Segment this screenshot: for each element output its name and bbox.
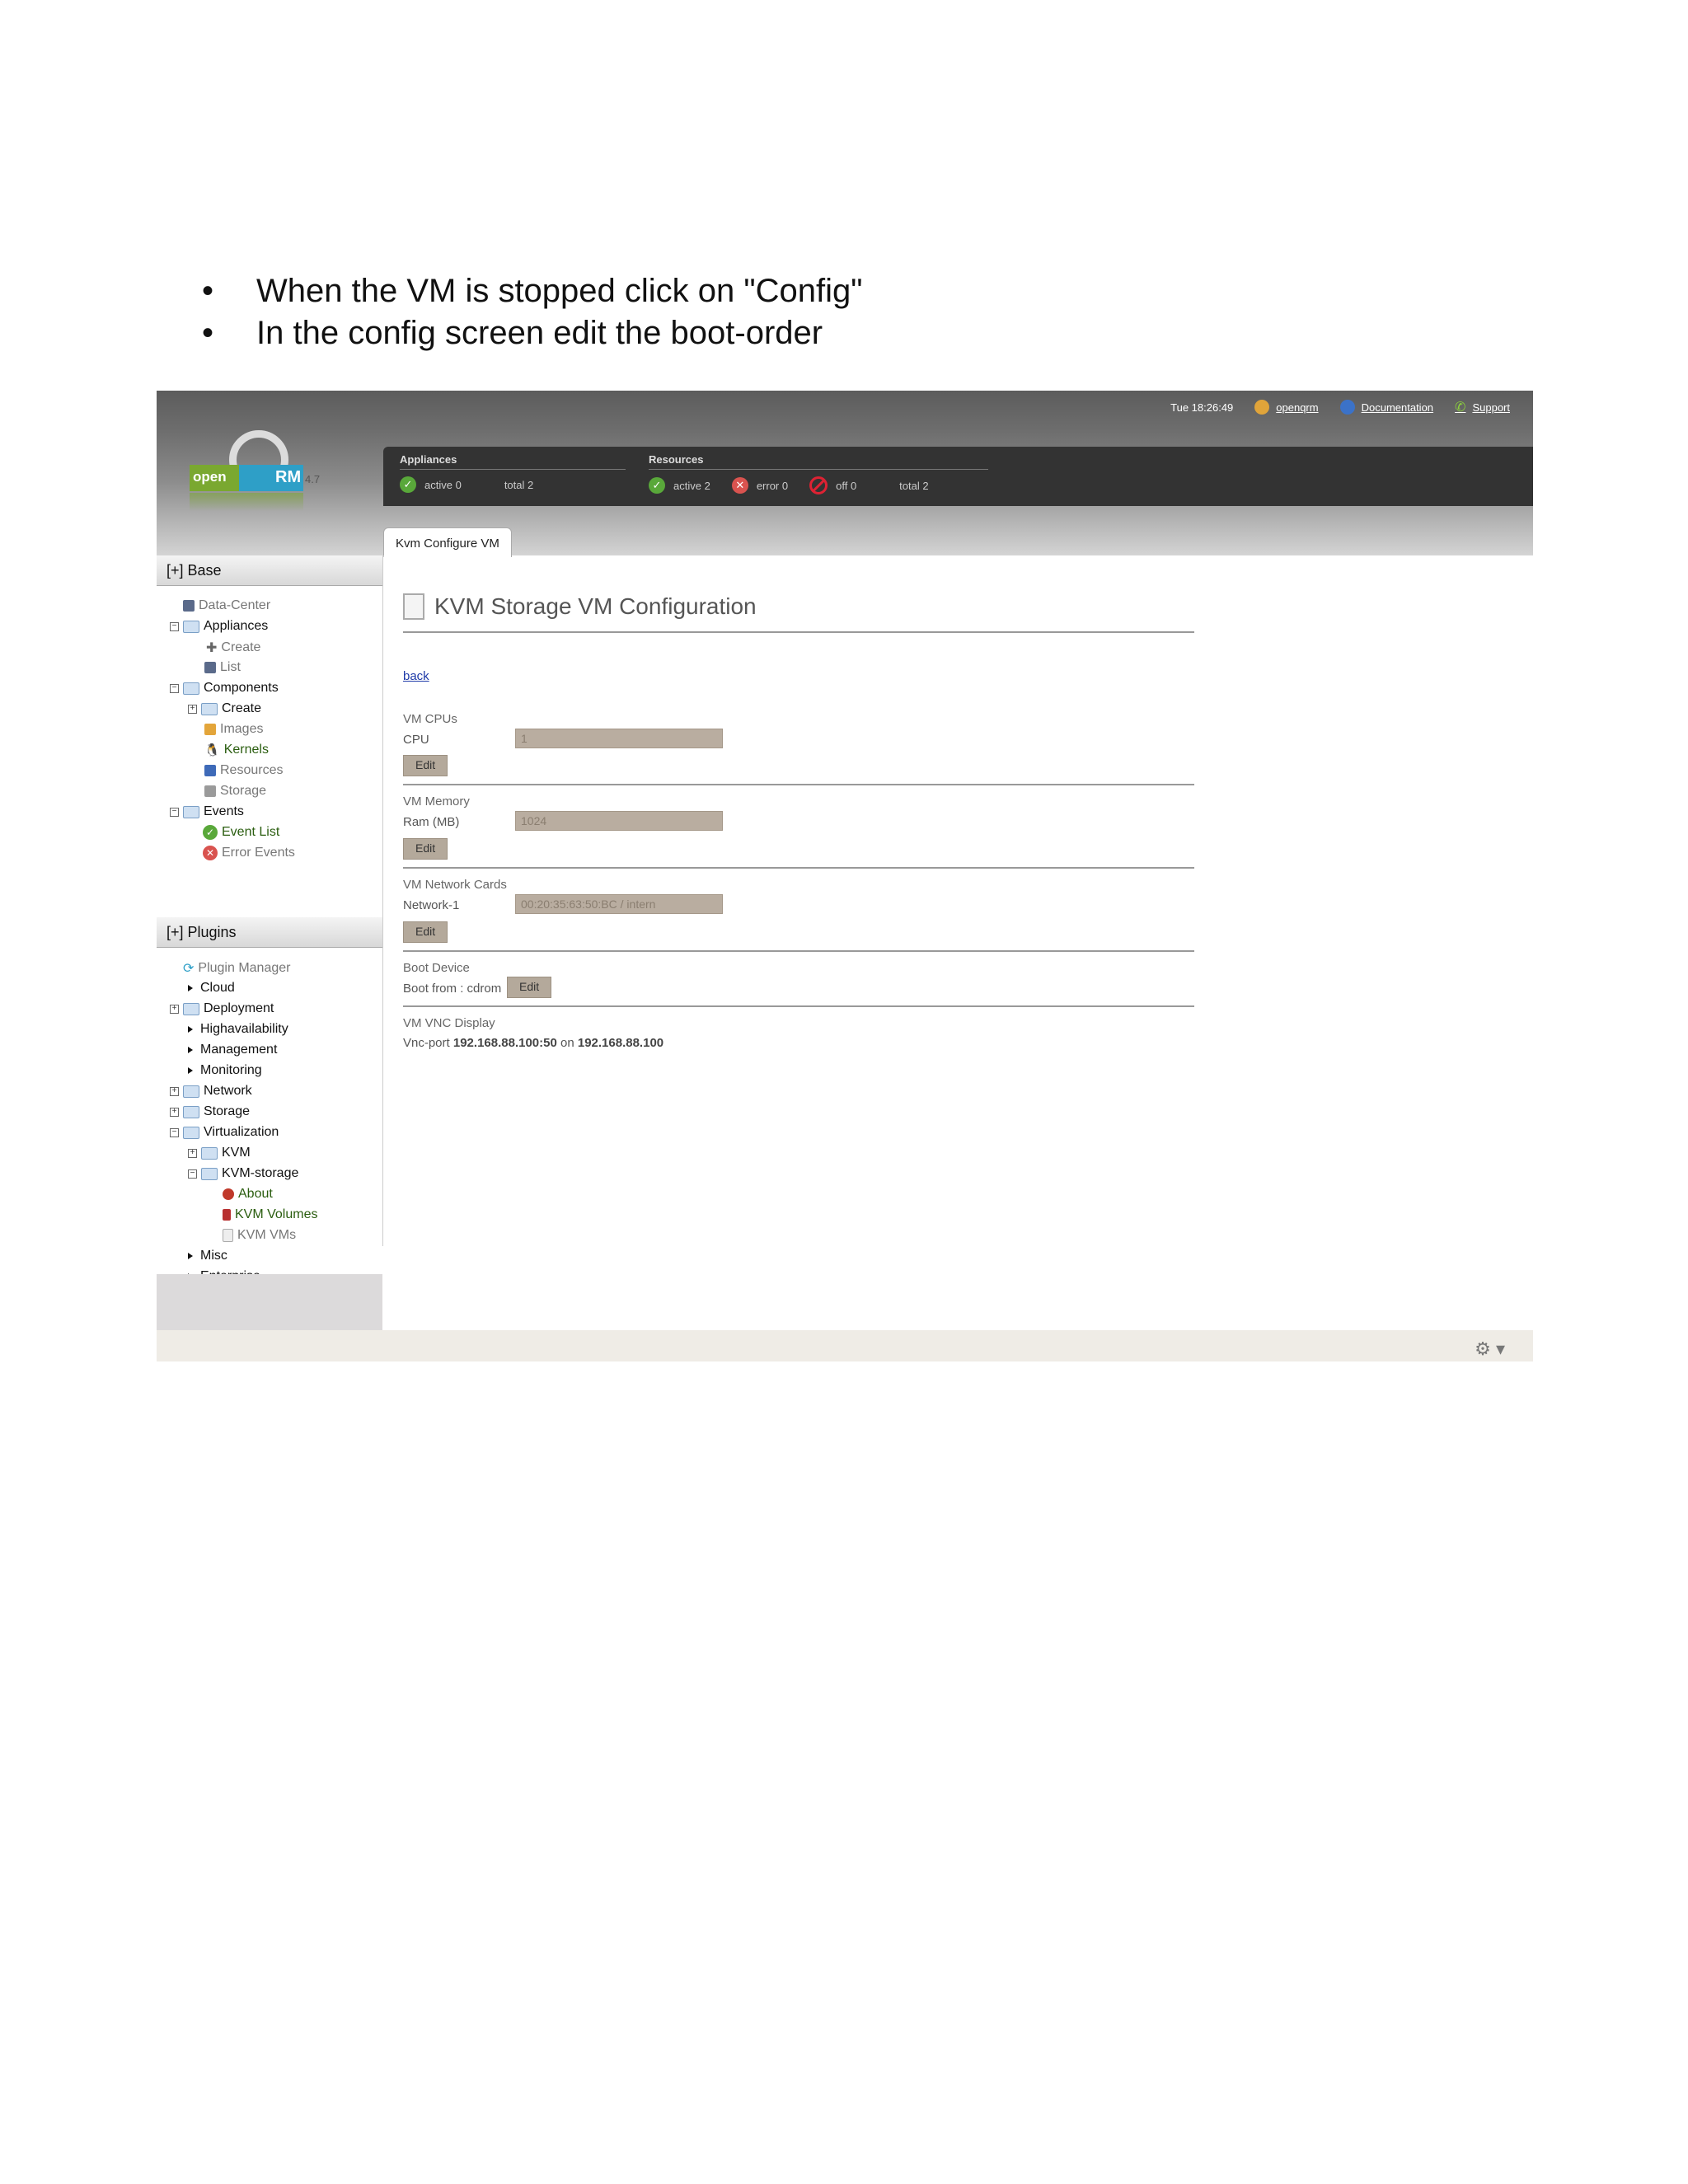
user-link[interactable] — [1254, 400, 1318, 415]
boot-section-title: Boot Device — [403, 961, 470, 975]
documentation-link[interactable] — [1340, 400, 1433, 415]
back-link[interactable]: back — [403, 669, 429, 683]
check-icon: ✓ — [649, 477, 665, 494]
images-icon — [204, 724, 216, 735]
ram-label: Ram (MB) — [403, 815, 460, 829]
clock: Tue 18:26:49 — [1170, 401, 1234, 414]
memory-edit-button[interactable]: Edit — [403, 838, 448, 860]
folder-icon — [183, 806, 199, 818]
folder-icon — [201, 1147, 218, 1160]
folder-icon — [183, 1085, 199, 1098]
resources-error: error 0 — [756, 479, 789, 492]
sidebar-item-cloud[interactable]: Cloud — [188, 981, 235, 996]
sidebar-item-deployment[interactable]: + Deployment — [170, 1001, 274, 1016]
sidebar-item-kvm-volumes[interactable]: KVM Volumes — [223, 1207, 317, 1222]
resources-status — [649, 447, 988, 494]
app-screenshot — [157, 391, 1533, 1361]
page-title — [403, 593, 757, 620]
user-link-label: openqrm — [1276, 401, 1319, 414]
logo-version: 4.7 — [305, 473, 321, 485]
error-icon: ✕ — [732, 477, 748, 494]
plus-icon: ✚ — [206, 641, 218, 655]
expand-arrow-icon — [188, 1253, 193, 1259]
logo-rm: RM — [275, 468, 302, 486]
sidebar-item-kvm[interactable]: + KVM — [188, 1146, 251, 1160]
folder-icon — [183, 1106, 199, 1118]
list-icon — [204, 662, 216, 673]
sidebar-item-kvm-vms[interactable]: KVM VMs — [223, 1228, 296, 1243]
folder-icon — [183, 682, 199, 695]
folder-icon — [201, 703, 218, 715]
divider — [403, 631, 1194, 633]
monitor-icon — [204, 765, 216, 776]
sidebar-item-appliances-list[interactable]: List — [204, 660, 241, 675]
sidebar-item-data-center[interactable]: Data-Center — [183, 598, 270, 613]
vm-doc-icon — [223, 1229, 233, 1242]
footer-bar — [157, 1330, 1533, 1361]
top-links — [1170, 399, 1510, 415]
divider — [403, 784, 1194, 785]
sidebar — [157, 555, 382, 1361]
boot-edit-button[interactable]: Edit — [507, 977, 551, 998]
sidebar-item-plugin-manager[interactable]: ⟳ Plugin Manager — [183, 961, 291, 976]
error-icon: ✕ — [203, 846, 218, 860]
user-icon — [1254, 400, 1269, 415]
vnc-section-title: VM VNC Display — [403, 1016, 495, 1030]
support-link[interactable] — [1455, 399, 1510, 415]
cpus-section-title: VM CPUs — [403, 712, 457, 726]
penguin-icon: 🐧 — [204, 743, 220, 757]
doc-bullet: • When the VM is stopped click on "Config" — [202, 270, 862, 312]
doc-bullet: • In the config screen edit the boot-order — [202, 312, 862, 354]
ram-input[interactable] — [515, 811, 723, 831]
vnc-on: on — [560, 1036, 574, 1050]
check-icon: ✓ — [400, 476, 416, 493]
sidebar-item-kvm-storage[interactable]: − KVM-storage — [188, 1166, 298, 1181]
logo-open: open — [190, 465, 239, 491]
resources-active: active 2 — [673, 479, 710, 492]
divider — [403, 950, 1194, 952]
sidebar-item-monitoring[interactable]: Monitoring — [188, 1063, 262, 1078]
divider — [403, 1005, 1194, 1007]
sidebar-item-kernels[interactable]: 🐧 Kernels — [204, 743, 269, 757]
documentation-link-label: Documentation — [1361, 401, 1434, 414]
resources-total: total 2 — [899, 479, 929, 492]
appliances-active: active 0 — [424, 478, 462, 491]
appliances-total: total 2 — [504, 478, 534, 491]
vnc-port-line — [403, 1036, 663, 1050]
divider — [403, 867, 1194, 869]
base-header[interactable]: [+] Base — [157, 555, 382, 586]
cpu-input[interactable] — [515, 729, 723, 748]
off-icon — [809, 476, 828, 494]
main-content — [383, 557, 1533, 1332]
vnc-prefix: Vnc-port — [403, 1036, 450, 1050]
sidebar-item-images[interactable]: Images — [204, 722, 263, 737]
document-bullet-list — [202, 270, 862, 354]
boot-from-label: Boot from : cdrom — [403, 982, 502, 996]
check-icon: ✓ — [203, 825, 218, 840]
tab-kvm-configure-vm[interactable]: Kvm Configure VM — [383, 527, 512, 558]
datacenter-icon — [183, 600, 195, 612]
base-tree — [157, 586, 382, 883]
phone-icon: ✆ — [1455, 401, 1466, 415]
appliances-title: Appliances — [400, 447, 626, 470]
expand-arrow-icon — [188, 985, 193, 991]
page-title-text: KVM Storage VM Configuration — [434, 593, 757, 619]
resources-off: off 0 — [836, 479, 857, 492]
help-icon — [1340, 400, 1355, 415]
sidebar-item-virtualization[interactable]: − Virtualization — [170, 1125, 279, 1140]
status-bar — [383, 447, 1533, 506]
document-icon — [403, 593, 424, 620]
cpu-label: CPU — [403, 733, 429, 747]
plugins-header[interactable]: [+] Plugins — [157, 917, 382, 948]
about-icon — [223, 1188, 234, 1200]
gear-icon[interactable]: ⚙ ▾ — [1475, 1338, 1505, 1359]
sidebar-item-events[interactable]: − Events — [170, 804, 244, 819]
plugin-manager-icon: ⟳ — [183, 962, 195, 976]
appliances-status — [400, 447, 626, 493]
sidebar-item-highavailability[interactable]: Highavailability — [188, 1022, 288, 1037]
network-1-label: Network-1 — [403, 898, 460, 912]
network-section-title: VM Network Cards — [403, 878, 507, 892]
sidebar-item-components-create[interactable]: + Create — [188, 701, 261, 716]
storage-icon — [204, 785, 216, 797]
sidebar-item-about[interactable]: About — [223, 1187, 273, 1202]
expand-arrow-icon — [188, 1047, 193, 1053]
sidebar-item-network[interactable]: + Network — [170, 1084, 252, 1099]
sidebar-item-error-events[interactable]: ✕ Error Events — [203, 846, 295, 860]
expand-arrow-icon — [188, 1026, 193, 1033]
sidebar-item-components[interactable]: − Components — [170, 681, 279, 696]
folder-icon — [183, 1003, 199, 1015]
sidebar-item-management[interactable]: Management — [188, 1043, 277, 1057]
sidebar-item-event-list[interactable]: ✓ Event List — [203, 825, 279, 840]
logo-reflection — [190, 493, 303, 511]
cpu-edit-button[interactable]: Edit — [403, 755, 448, 776]
expand-arrow-icon — [188, 1067, 193, 1074]
top-header — [157, 391, 1533, 555]
folder-icon — [201, 1168, 218, 1180]
resources-title: Resources — [649, 447, 988, 470]
network-1-input[interactable] — [515, 894, 723, 914]
folder-icon — [183, 621, 199, 633]
openqrm-logo — [190, 430, 330, 509]
vnc-host: 192.168.88.100 — [577, 1036, 664, 1050]
volumes-icon — [223, 1209, 231, 1221]
sidebar-item-appliances[interactable]: − Appliances — [170, 619, 268, 634]
sidebar-item-plugin-storage[interactable]: + Storage — [170, 1104, 250, 1119]
support-link-label: Support — [1472, 401, 1510, 414]
network-edit-button[interactable]: Edit — [403, 921, 448, 943]
sidebar-item-misc[interactable]: Misc — [188, 1249, 227, 1263]
sidebar-item-storage[interactable]: Storage — [204, 784, 266, 799]
sidebar-item-appliances-create[interactable]: ✚ Create — [206, 640, 261, 655]
memory-section-title: VM Memory — [403, 794, 470, 808]
vnc-port: 192.168.88.100:50 — [452, 1036, 557, 1050]
sidebar-item-resources[interactable]: Resources — [204, 763, 283, 778]
folder-icon — [183, 1127, 199, 1139]
